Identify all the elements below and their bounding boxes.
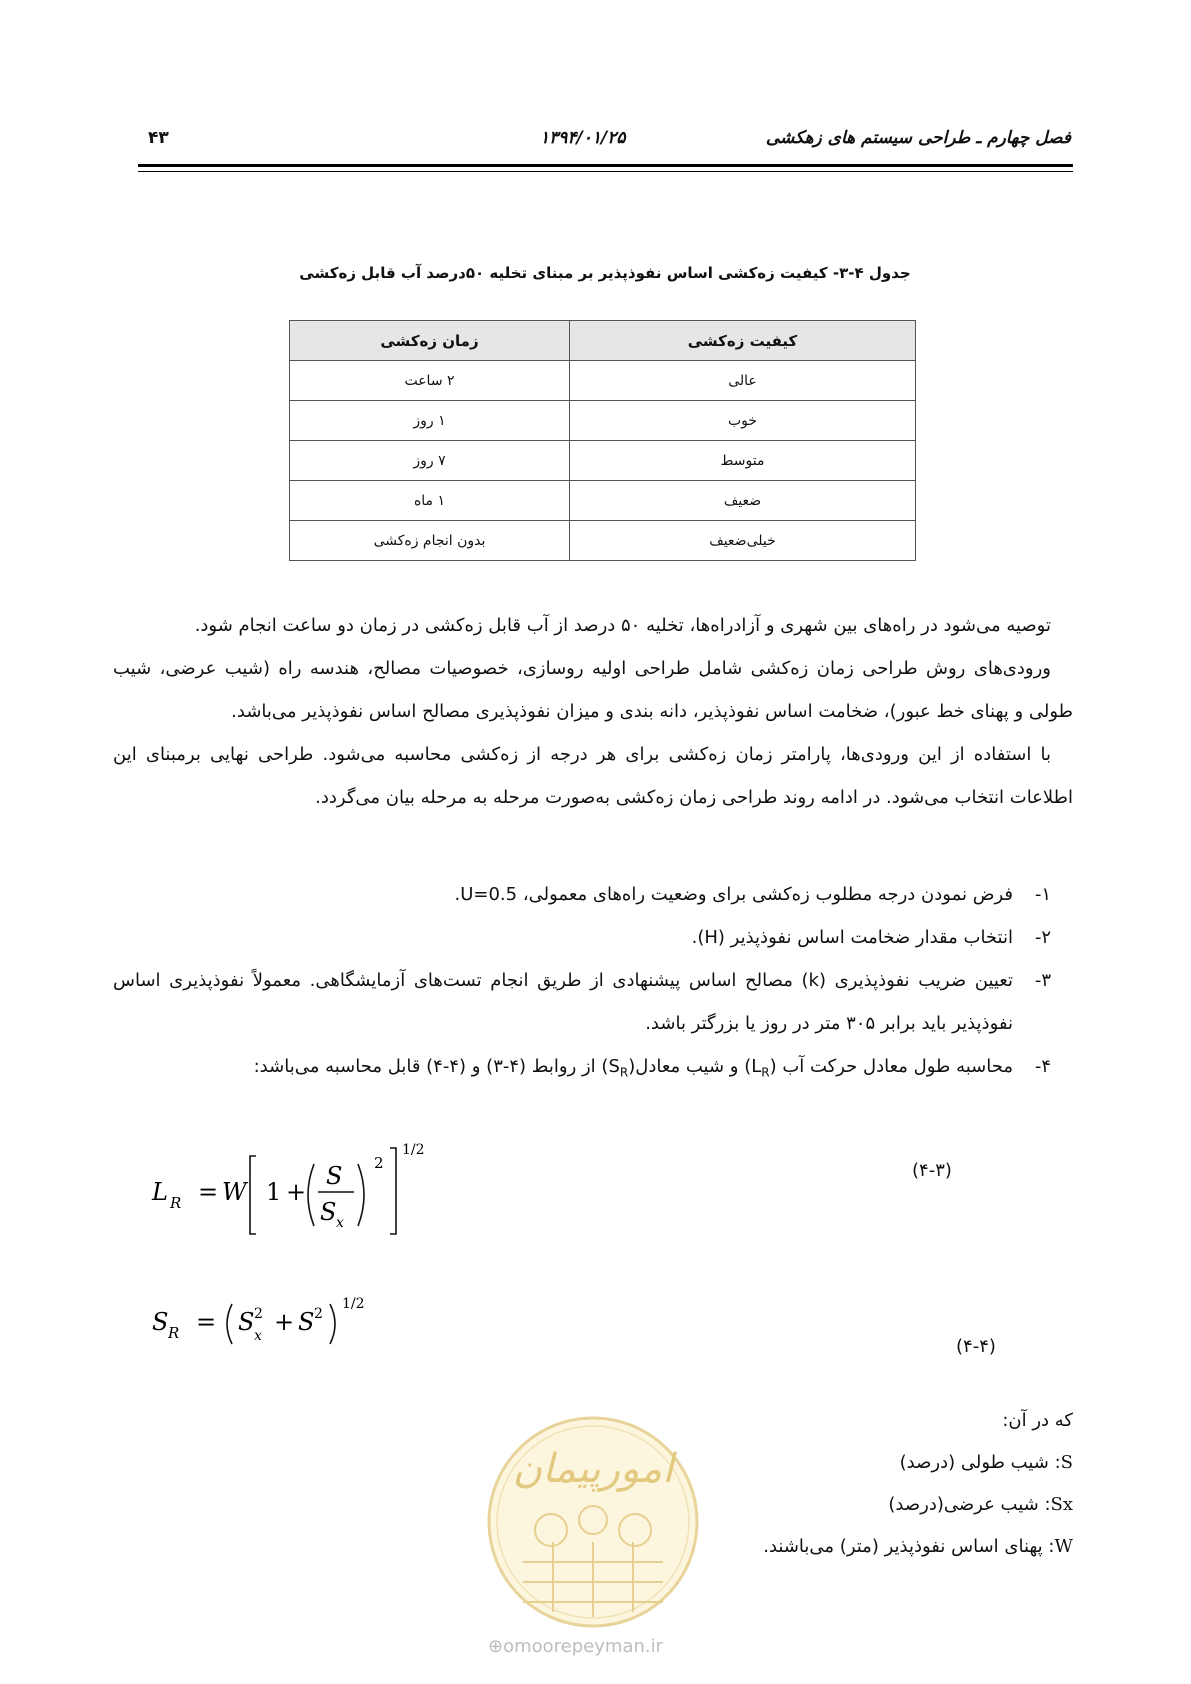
header-quality: کیفیت زه‌کشی [570, 321, 916, 361]
cell-quality: خوب [570, 401, 916, 441]
list-item [113, 1045, 1073, 1095]
step-text: فرض نمودن درجه مطلوب زه‌کشی برای وضعیت راه‌های معمولی، U=0.5. [454, 884, 1013, 905]
table-row [290, 401, 916, 441]
cell-time: ۱ روز [290, 401, 570, 441]
definition-item [763, 1442, 1073, 1484]
svg-text:+: + [286, 1178, 307, 1206]
cell-quality: ضعیف [570, 481, 916, 521]
equation-number: (۴-۴) [956, 1336, 996, 1357]
equation-lr [150, 1140, 450, 1240]
step-text: محاسبه طول معادل حرکت آب $(L_R)$ و شیب $معادل(S_R)$ از روابط (۴-۳) و (۴-۴) قابل محاسبه می‌باشد: [253, 1056, 1013, 1080]
svg-text:=: = [198, 1178, 219, 1206]
cell-quality: خیلی‌ضعیف [570, 521, 916, 561]
cell-time: ۲ ساعت [290, 361, 570, 401]
design-steps-list [113, 873, 1073, 1095]
cell-time: ۱ ماه [290, 481, 570, 521]
omoorepeyman-watermark-logo [483, 1412, 703, 1632]
symbol: W [1054, 1536, 1073, 1557]
header-date: ۱۳۹۴/۰۱/۲۵ [540, 128, 626, 148]
globe-icon: ⊕ [488, 1636, 504, 1657]
table-row [290, 441, 916, 481]
list-item [113, 959, 1073, 1045]
svg-text:+: + [274, 1308, 295, 1336]
symbol: Sx [1050, 1494, 1073, 1515]
step-number: ۱- [1034, 884, 1051, 905]
svg-text:R: R [168, 1324, 180, 1342]
cell-quality: متوسط [570, 441, 916, 481]
svg-text:S: S [320, 1198, 337, 1226]
table-caption: جدول ۴-۳- کیفیت زه‌کشی اساس نفوذپذیر بر مبنای تخلیه ۵۰درصد آب قابل زه‌کشی [299, 264, 911, 282]
watermark-url: ⊕omoorepeyman.ir [488, 1636, 663, 1657]
step-number: ۲- [1034, 927, 1051, 948]
header-rule-thick [138, 164, 1073, 167]
svg-text:1: 1 [266, 1178, 282, 1206]
svg-text:S: S [298, 1308, 315, 1336]
cell-quality: عالی [570, 361, 916, 401]
step-number: ۴- [1034, 1056, 1051, 1077]
svg-text:=: = [196, 1308, 217, 1336]
definition-text: : پهنای اساس نفوذپذیر (متر) می‌باشند. [763, 1536, 1055, 1557]
definitions-intro: که در آن: [1002, 1410, 1073, 1431]
svg-text:S: S [238, 1308, 255, 1336]
definition-item [763, 1484, 1073, 1526]
definition-text: : شیب عرضی(درصد) [888, 1494, 1051, 1515]
symbol-definitions [763, 1400, 1073, 1568]
body-text [113, 604, 1073, 819]
svg-text:x: x [336, 1215, 344, 1231]
svg-text:S: S [326, 1162, 343, 1190]
svg-text:x: x [254, 1328, 262, 1344]
header-rule-thin [138, 171, 1073, 172]
step-text: انتخاب مقدار ضخامت اساس نفوذپذیر (H). [691, 927, 1013, 948]
list-item [113, 916, 1073, 959]
table-row [290, 361, 916, 401]
svg-text:1/2: 1/2 [402, 1142, 425, 1158]
table-header-row [290, 321, 916, 361]
step-number: ۳- [1034, 970, 1051, 991]
svg-text:W: W [222, 1178, 247, 1206]
svg-text:S: S [152, 1308, 169, 1336]
definition-item [763, 1526, 1073, 1568]
cell-time: ۷ روز [290, 441, 570, 481]
header-time: زمان زه‌کشی [290, 321, 570, 361]
paragraph: توصیه می‌شود در راه‌های بین شهری و آزادراه‌ها، تخلیه ۵۰ درصد از آب قابل زه‌کشی در زمان دو ساعت انجام شود. [194, 615, 1051, 636]
drainage-quality-table [289, 320, 916, 561]
symbol: S [1060, 1452, 1073, 1473]
cell-time: بدون انجام زه‌کشی [290, 521, 570, 561]
svg-text:امورپیمان: امورپیمان [512, 1446, 674, 1492]
svg-text:1/2: 1/2 [342, 1296, 365, 1312]
definition-text: : شیب طولی (درصد) [899, 1452, 1061, 1473]
svg-text:2: 2 [374, 1154, 384, 1172]
svg-text:L: L [152, 1178, 168, 1206]
svg-text:2: 2 [254, 1306, 263, 1322]
equation-sr [150, 1290, 410, 1350]
step-text: تعیین ضریب نفوذپذیری (k) مصالح اساس پیشنهادی از طریق انجام تست‌های آزمایشگاهی. معمولاً نفوذپذیری اساس نفوذپذیر باید برابر ۳۰۵ متر در روز یا بزرگتر باشد. [113, 970, 1013, 1034]
page-number: ۴۳ [148, 128, 169, 148]
svg-text:R: R [170, 1194, 182, 1212]
paragraph: ورودی‌های روش طراحی زمان زه‌کشی شامل طراحی اولیه روسازی، خصوصیات مصالح، هندسه راه (شیب عرضی، شیب طولی و پهنای خط عبور)، ضخامت اساس نفوذپذیر، دانه بندی و میزان نفوذپذیری مصالح اساس نفوذپذیر می‌باشد. [113, 658, 1073, 722]
table-row [290, 481, 916, 521]
equation-number: (۴-۳) [912, 1160, 952, 1181]
list-item [113, 873, 1073, 916]
table-row [290, 521, 916, 561]
chapter-title: فصل چهارم ـ طراحی سیستم های زهکشی [765, 128, 1071, 148]
paragraph: با استفاده از این ورودی‌ها، پارامتر زمان زه‌کشی برای هر درجه از زه‌کشی محاسبه می‌شود. طراحی نهایی برمبنای این اطلاعات انتخاب می‌شود. در ادامه روند طراحی زمان زه‌کشی به‌صورت مرحله به مرحله بیان می‌گردد. [113, 744, 1073, 808]
svg-text:2: 2 [314, 1306, 323, 1322]
